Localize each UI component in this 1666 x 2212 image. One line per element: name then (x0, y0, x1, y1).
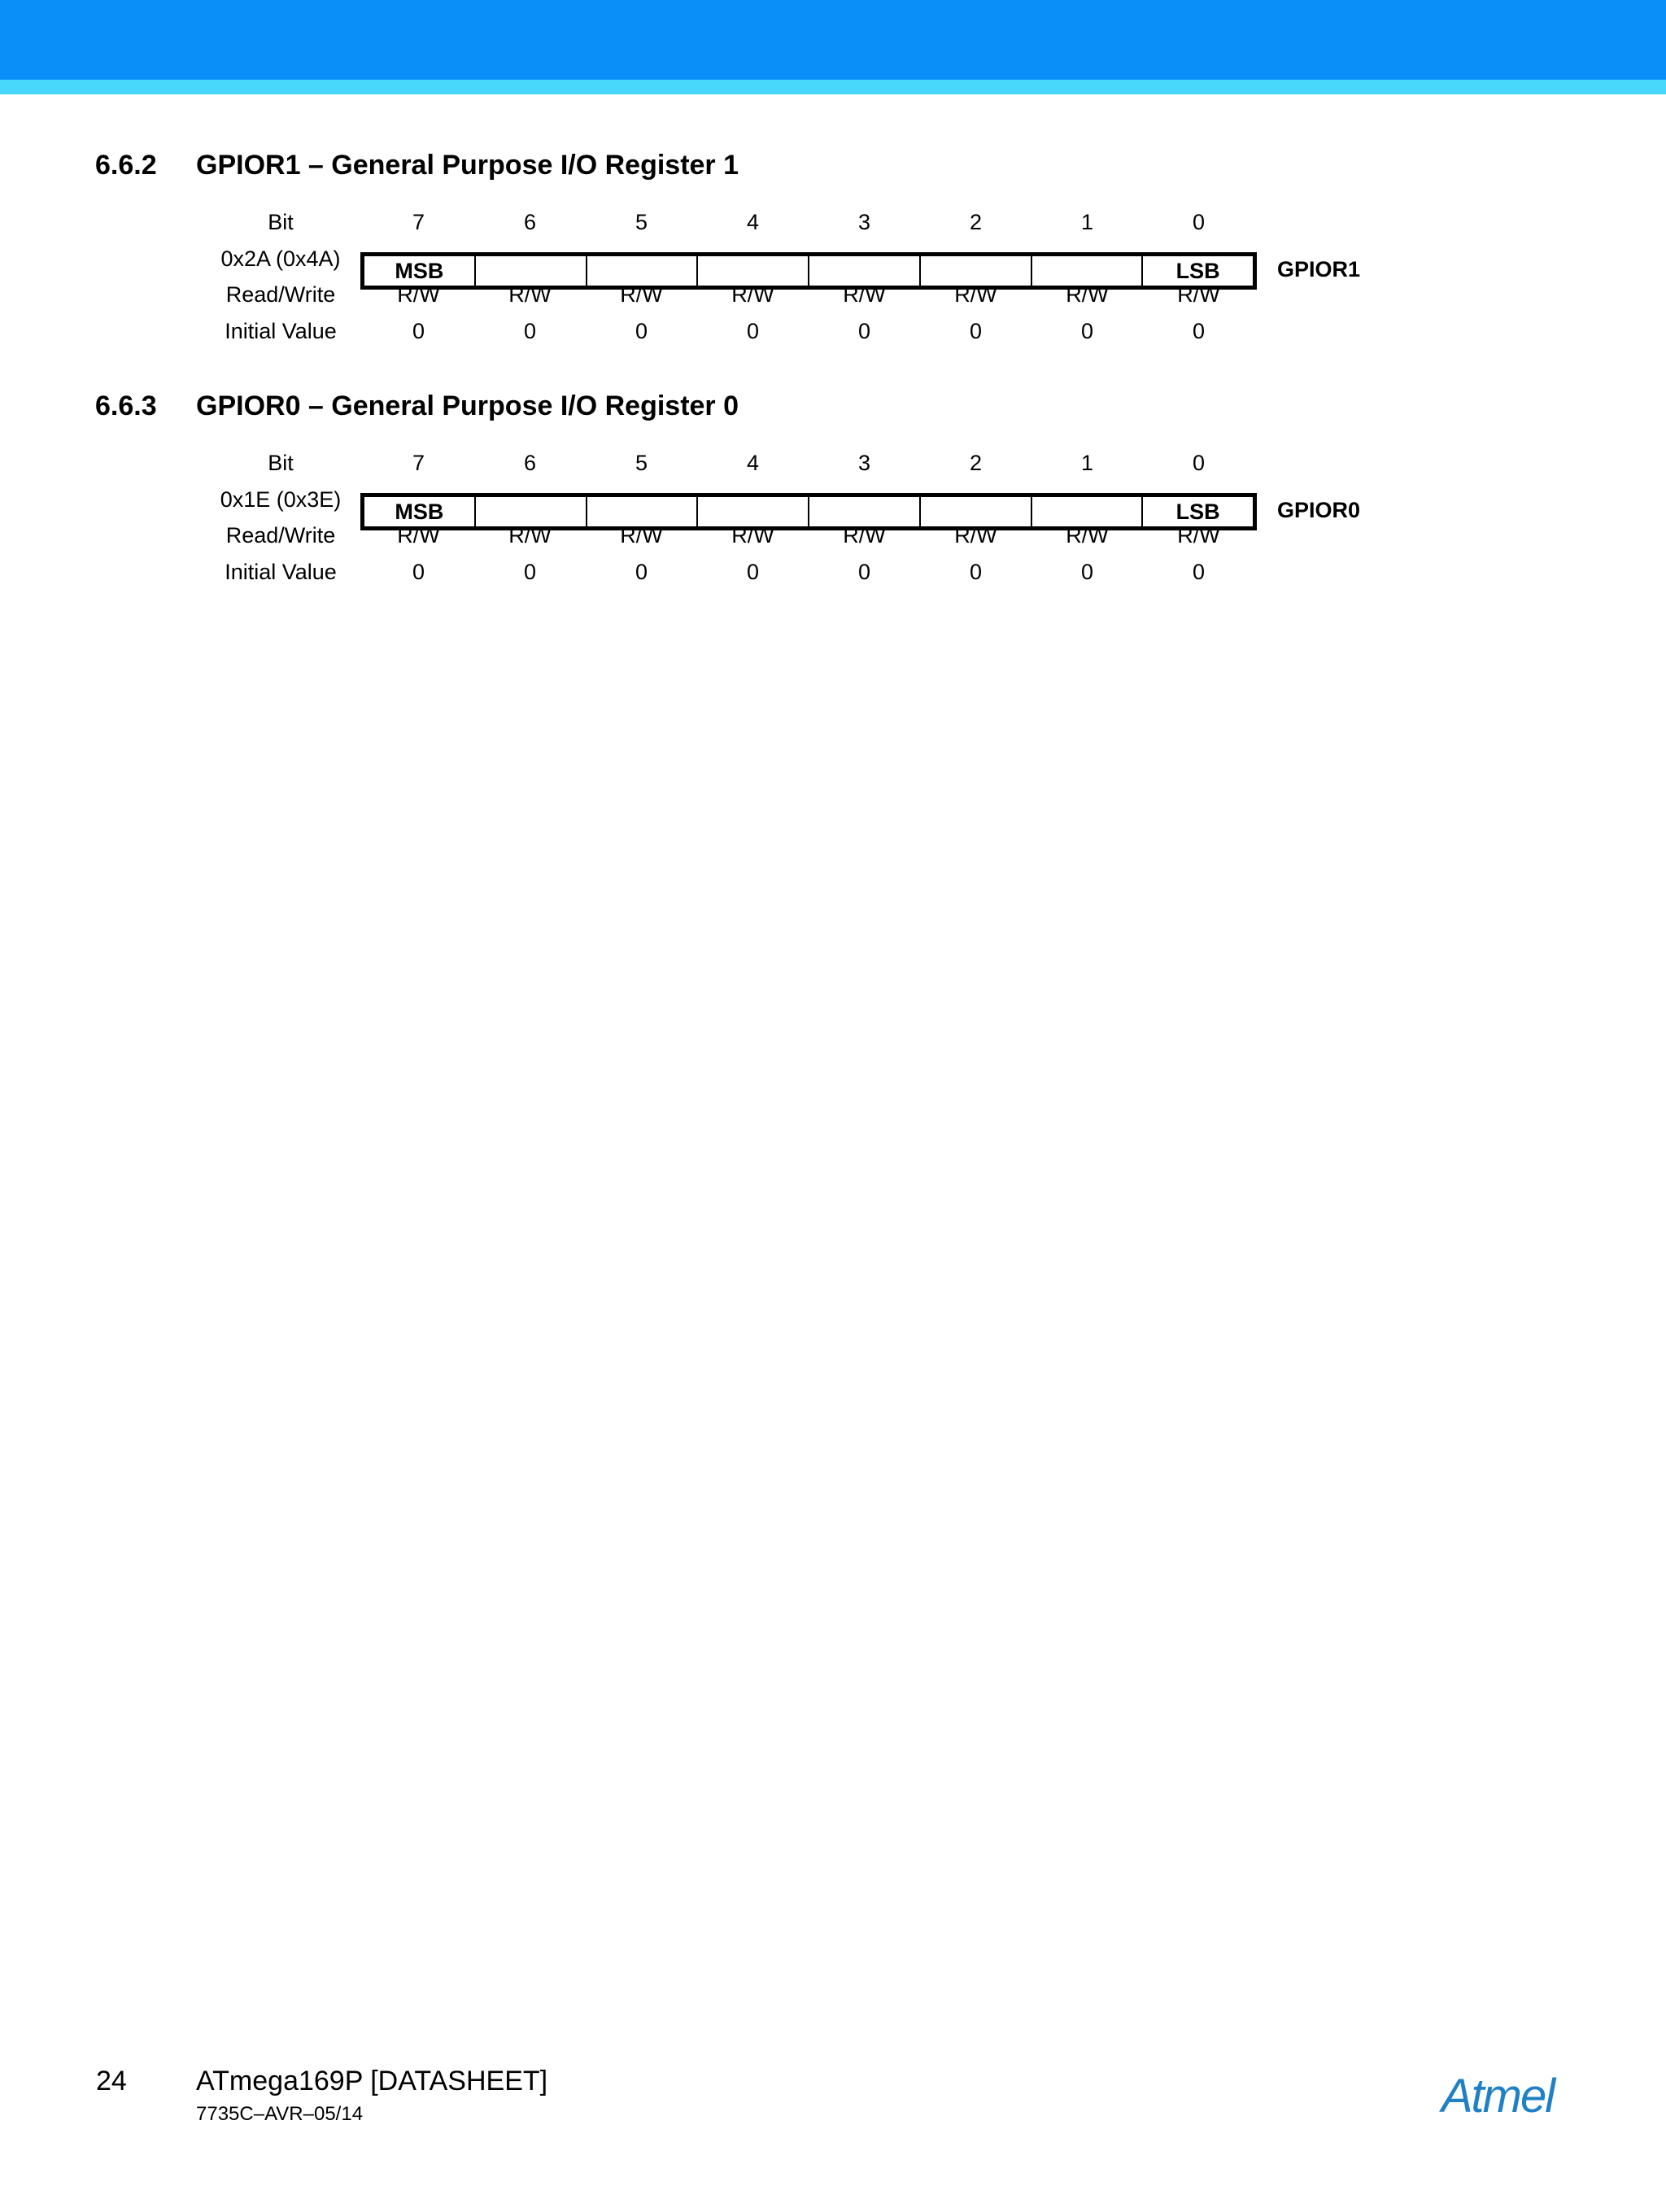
bit-number: 6 (523, 451, 537, 475)
initial-value: 0 (746, 319, 760, 343)
read-write-value: R/W (397, 523, 440, 548)
register-bit-cell (1031, 256, 1142, 286)
document-title: ATmega169P [DATASHEET] (196, 2066, 548, 2096)
bit-number: 3 (857, 210, 871, 234)
read-write-row (0, 282, 1666, 307)
initial-value: 0 (969, 319, 983, 343)
register-bit-cell (586, 256, 697, 286)
read-write-value: R/W (954, 523, 997, 548)
read-write-value: R/W (843, 523, 886, 548)
section-title: GPIOR1 – General Purpose I/O Register 1 (196, 150, 739, 181)
initial-value: 0 (969, 560, 983, 584)
initial-value: 0 (635, 560, 648, 584)
register-bit-cell (474, 497, 586, 526)
bit-row-label: Bit (268, 451, 294, 475)
register-bit-cell: MSB (395, 500, 444, 524)
register-bit-cell (586, 497, 697, 526)
read-write-value: R/W (1066, 523, 1109, 548)
register-bit-cell (919, 497, 1031, 526)
register-bit-cell (808, 497, 919, 526)
document-code: 7735C–AVR–05/14 (196, 2103, 364, 2125)
atmel-logo (1422, 2066, 1573, 2123)
bit-row-label: Bit (268, 210, 294, 234)
initial-value: 0 (412, 560, 425, 584)
initial-value: 0 (857, 319, 871, 343)
register-diagram-gpior0 (0, 451, 1666, 589)
read-write-value: R/W (620, 523, 663, 548)
read-write-value: R/W (843, 282, 886, 307)
register-diagram-gpior1 (0, 210, 1666, 348)
register-address: 0x2A (0x4A) (220, 247, 341, 271)
register-name: GPIOR1 (1277, 257, 1361, 281)
initial-value: 0 (1080, 319, 1094, 343)
initial-value: 0 (857, 560, 871, 584)
bit-number: 3 (857, 451, 871, 475)
bit-number: 1 (1080, 210, 1094, 234)
bit-number: 0 (1192, 210, 1206, 234)
initial-value-label: Initial Value (225, 560, 337, 584)
section-title: GPIOR0 – General Purpose I/O Register 0 (196, 390, 739, 421)
read-write-value: R/W (620, 282, 663, 307)
initial-value-label: Initial Value (225, 319, 337, 343)
section-number: 6.6.2 (95, 150, 157, 181)
bit-number: 2 (969, 451, 983, 475)
read-write-label: Read/Write (225, 282, 336, 307)
initial-value: 0 (523, 319, 537, 343)
register-bit-cell (808, 256, 919, 286)
read-write-value: R/W (1177, 282, 1220, 307)
initial-value: 0 (1080, 560, 1094, 584)
initial-value: 0 (635, 319, 648, 343)
bit-number-row (0, 451, 1666, 475)
read-write-value: R/W (397, 282, 440, 307)
atmel-logo-text: Atmel (1441, 2070, 1555, 2123)
bit-number: 7 (412, 210, 425, 234)
register-bit-cell (696, 497, 808, 526)
read-write-value: R/W (731, 282, 774, 307)
header-stripe (0, 80, 1666, 94)
register-bit-cell: MSB (395, 259, 444, 283)
initial-value: 0 (746, 560, 760, 584)
read-write-value: R/W (508, 282, 552, 307)
header-bar (0, 0, 1666, 80)
bit-number: 4 (746, 210, 760, 234)
bit-number: 5 (635, 451, 648, 475)
register-bit-cell (696, 256, 808, 286)
bit-number: 2 (969, 210, 983, 234)
read-write-row (0, 523, 1666, 548)
initial-value: 0 (523, 560, 537, 584)
register-bit-cell (1031, 497, 1142, 526)
read-write-label: Read/Write (225, 523, 336, 548)
register-bit-cell: LSB (1141, 256, 1253, 286)
section-number: 6.6.3 (95, 390, 157, 421)
read-write-value: R/W (954, 282, 997, 307)
initial-value: 0 (412, 319, 425, 343)
bit-number: 0 (1192, 451, 1206, 475)
register-address: 0x1E (0x3E) (220, 487, 342, 512)
read-write-value: R/W (508, 523, 552, 548)
initial-value: 0 (1192, 560, 1206, 584)
read-write-value: R/W (731, 523, 774, 548)
bit-number: 5 (635, 210, 648, 234)
register-bit-cell (474, 256, 586, 286)
bit-number: 4 (746, 451, 760, 475)
read-write-value: R/W (1177, 523, 1220, 548)
register-name: GPIOR0 (1277, 498, 1361, 522)
read-write-value: R/W (1066, 282, 1109, 307)
initial-value: 0 (1192, 319, 1206, 343)
bit-number: 6 (523, 210, 537, 234)
register-bit-cell (919, 256, 1031, 286)
bit-number-row (0, 210, 1666, 234)
page-number: 24 (96, 2066, 127, 2096)
initial-value-row (0, 319, 1666, 343)
bit-number: 7 (412, 451, 425, 475)
initial-value-row (0, 560, 1666, 584)
register-bit-cell: LSB (1141, 497, 1253, 526)
bit-number: 1 (1080, 451, 1094, 475)
